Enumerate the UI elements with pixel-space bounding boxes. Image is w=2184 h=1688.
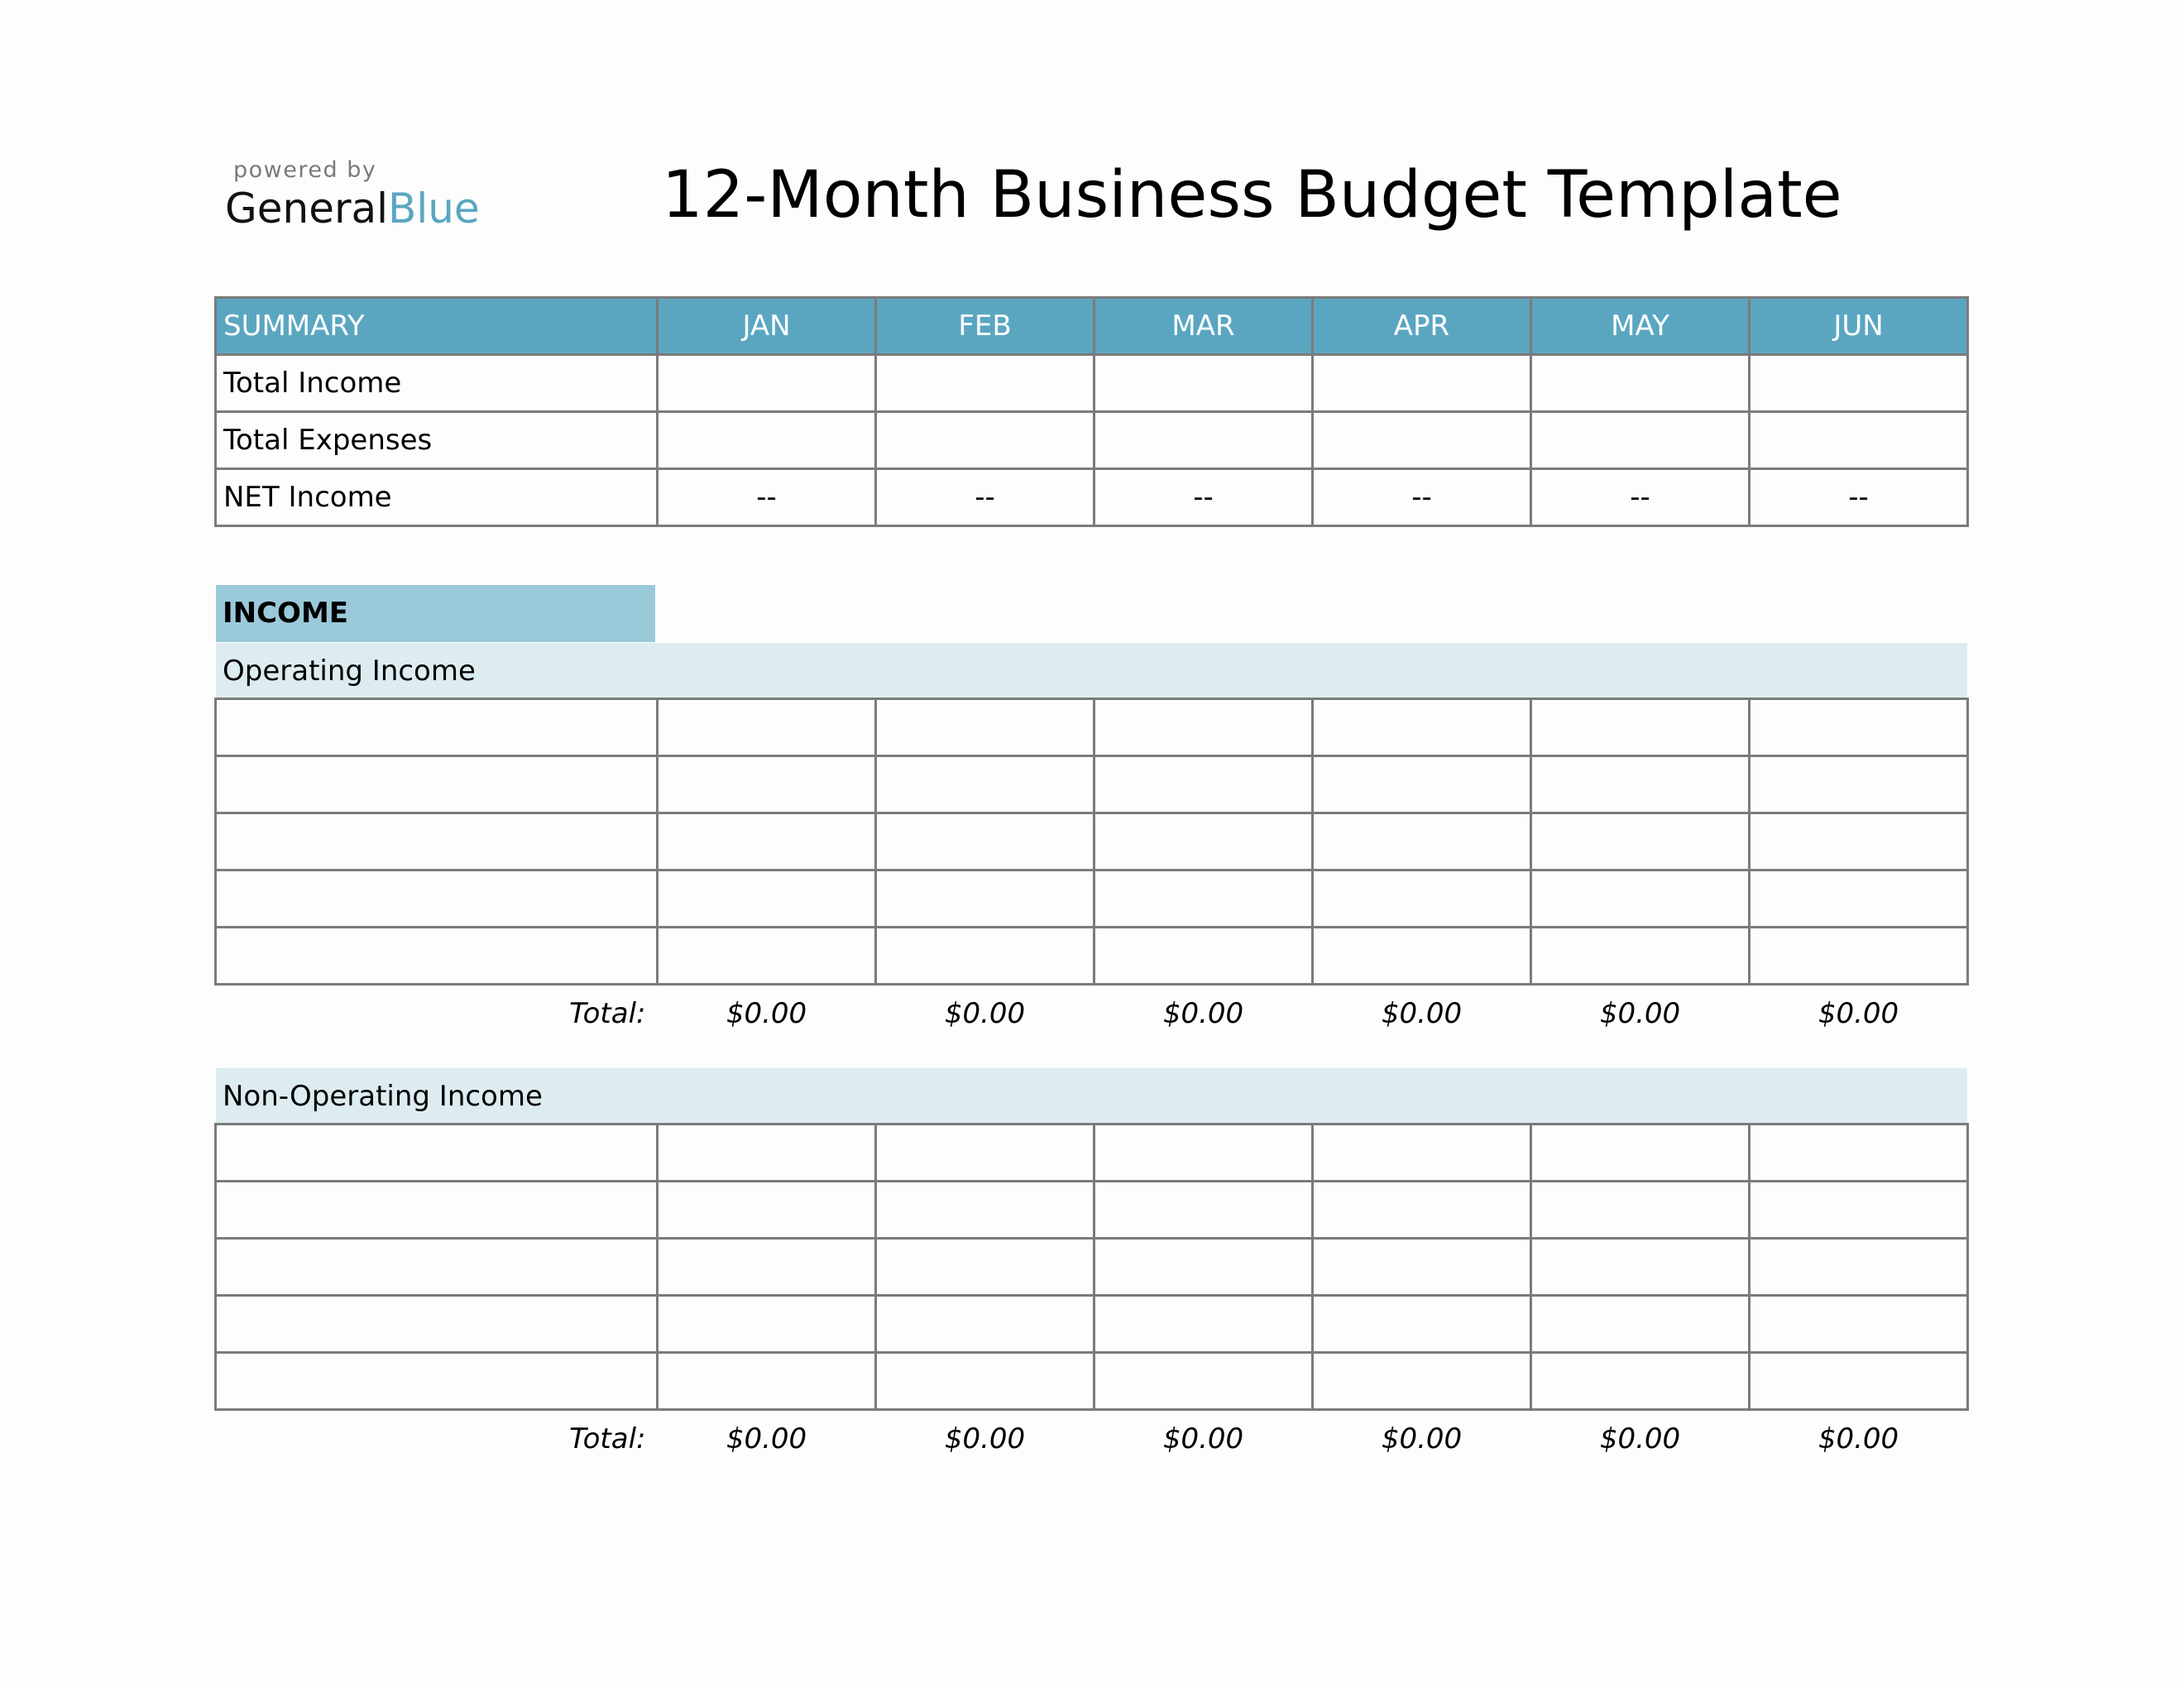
row-label: Total Income [216,355,658,412]
table-cell[interactable]: -- [1313,469,1531,526]
table-cell[interactable] [876,756,1094,813]
summary-header-row [216,298,1968,355]
table-cell[interactable] [876,870,1094,928]
table-cell[interactable]: -- [658,469,876,526]
table-cell[interactable] [1531,813,1750,870]
table-row [216,1239,1968,1296]
table-cell[interactable] [1094,813,1313,870]
table-cell[interactable] [876,699,1094,756]
operating-total-row [216,985,1968,1043]
month-header-mar: MAR [1094,298,1313,355]
table-cell[interactable] [1094,412,1313,469]
table-row [216,928,1968,985]
table-cell[interactable] [1750,1239,1968,1296]
table-row [216,870,1968,928]
summary-row-net-income [216,469,1968,526]
summary-table [214,296,1969,527]
month-header-apr: APR [1313,298,1531,355]
table-cell[interactable] [216,1353,658,1410]
total-value: $0.00 [1381,1422,1463,1456]
total-value: $0.00 [1381,997,1463,1031]
table-cell[interactable] [1750,756,1968,813]
table-cell[interactable] [1094,1353,1313,1410]
table-cell[interactable] [1750,1296,1968,1353]
table-cell[interactable] [216,870,658,928]
table-cell[interactable] [1094,870,1313,928]
total-value: $0.00 [1162,997,1244,1031]
table-row [216,1182,1968,1239]
table-cell[interactable] [1531,1125,1750,1182]
non-operating-income-table [214,1123,1969,1468]
total-value: $0.00 [726,1422,807,1456]
operating-income-table [214,698,1969,1043]
total-value: $0.00 [1162,1422,1244,1456]
table-cell[interactable] [216,813,658,870]
table-cell[interactable] [1750,1182,1968,1239]
table-row [216,699,1968,756]
month-header-jun: JUN [1750,298,1968,355]
table-cell[interactable] [1750,928,1968,985]
table-cell[interactable] [216,1125,658,1182]
table-cell[interactable] [658,1125,876,1182]
table-cell[interactable] [1531,870,1750,928]
operating-income-header: Operating Income [216,643,1967,699]
table-cell[interactable] [1094,1125,1313,1182]
month-header-jan: JAN [658,298,876,355]
table-cell[interactable] [1531,355,1750,412]
total-value: $0.00 [944,997,1026,1031]
table-cell[interactable] [658,813,876,870]
table-cell[interactable] [1313,813,1531,870]
table-cell[interactable] [216,756,658,813]
total-value: $0.00 [1599,1422,1681,1456]
row-label: Total Expenses [216,412,658,469]
table-cell[interactable] [658,699,876,756]
table-cell[interactable] [876,813,1094,870]
table-row [216,1125,1968,1182]
table-cell[interactable] [876,412,1094,469]
table-cell[interactable] [1094,699,1313,756]
table-cell[interactable] [1313,412,1531,469]
total-label: Total: [569,997,646,1031]
row-label: NET Income [216,469,658,526]
brand-name-blue: Blue [388,185,480,233]
table-cell[interactable] [876,1125,1094,1182]
page-title: 12-Month Business Budget Template [662,158,1842,233]
total-value: $0.00 [1818,1422,1899,1456]
month-header-feb: FEB [876,298,1094,355]
table-cell[interactable] [1531,1296,1750,1353]
table-cell[interactable] [1094,756,1313,813]
table-row [216,1296,1968,1353]
table-row [216,756,1968,813]
table-cell[interactable] [216,1239,658,1296]
non-operating-income-header: Non-Operating Income [216,1068,1967,1125]
table-cell[interactable] [658,1182,876,1239]
table-cell[interactable] [1531,756,1750,813]
table-cell[interactable] [876,928,1094,985]
brand-name-general: General [225,185,389,233]
table-cell[interactable] [216,928,658,985]
table-cell[interactable] [876,355,1094,412]
table-cell[interactable] [658,870,876,928]
table-cell[interactable] [658,1296,876,1353]
table-cell[interactable] [1094,928,1313,985]
table-cell[interactable] [1531,1182,1750,1239]
table-cell[interactable] [1531,699,1750,756]
table-cell[interactable] [1313,1353,1531,1410]
summary-row-total-income [216,355,1968,412]
table-cell[interactable]: -- [876,469,1094,526]
table-cell[interactable] [1313,1125,1531,1182]
table-cell[interactable] [1313,355,1531,412]
table-cell[interactable] [876,1296,1094,1353]
total-value: $0.00 [1599,997,1681,1031]
table-cell[interactable] [216,1296,658,1353]
table-cell[interactable] [1313,756,1531,813]
table-cell[interactable] [1750,1353,1968,1410]
income-section-header: INCOME [216,585,655,642]
table-cell[interactable] [1531,412,1750,469]
table-cell[interactable] [1750,355,1968,412]
table-cell[interactable] [1750,1125,1968,1182]
summary-header: SUMMARY [216,298,658,355]
summary-row-total-expenses [216,412,1968,469]
total-value: $0.00 [1818,997,1899,1031]
table-cell[interactable] [1094,1296,1313,1353]
brand-logo [225,157,480,232]
table-cell[interactable]: -- [1750,469,1968,526]
table-cell[interactable] [216,1182,658,1239]
table-row [216,813,1968,870]
table-cell[interactable] [876,1239,1094,1296]
table-cell[interactable] [1313,1239,1531,1296]
table-cell[interactable] [216,699,658,756]
table-cell[interactable] [876,1353,1094,1410]
total-value: $0.00 [944,1422,1026,1456]
table-cell[interactable]: -- [1094,469,1313,526]
table-cell[interactable] [658,756,876,813]
table-cell[interactable] [658,412,876,469]
total-label: Total: [569,1422,646,1456]
table-cell[interactable] [658,1239,876,1296]
month-header-may: MAY [1531,298,1750,355]
table-cell[interactable] [1531,928,1750,985]
table-cell[interactable] [1094,1182,1313,1239]
table-row [216,1353,1968,1410]
table-cell[interactable] [1750,699,1968,756]
table-cell[interactable] [1094,1239,1313,1296]
total-value: $0.00 [726,997,807,1031]
table-cell[interactable] [658,928,876,985]
table-cell[interactable] [1531,1239,1750,1296]
table-cell[interactable] [1750,813,1968,870]
powered-by-text: powered by [233,157,377,183]
table-cell[interactable] [1750,412,1968,469]
non-operating-total-row [216,1410,1968,1468]
table-cell[interactable] [1313,1296,1531,1353]
table-cell[interactable]: -- [1531,469,1750,526]
table-cell[interactable] [658,355,876,412]
table-cell[interactable] [1313,928,1531,985]
table-cell[interactable] [658,1353,876,1410]
table-cell[interactable] [1094,355,1313,412]
brand-name [225,186,480,232]
table-cell[interactable] [1313,870,1531,928]
table-cell[interactable] [1531,1353,1750,1410]
table-cell[interactable] [1313,699,1531,756]
table-cell[interactable] [1313,1182,1531,1239]
table-cell[interactable] [1750,870,1968,928]
table-cell[interactable] [876,1182,1094,1239]
